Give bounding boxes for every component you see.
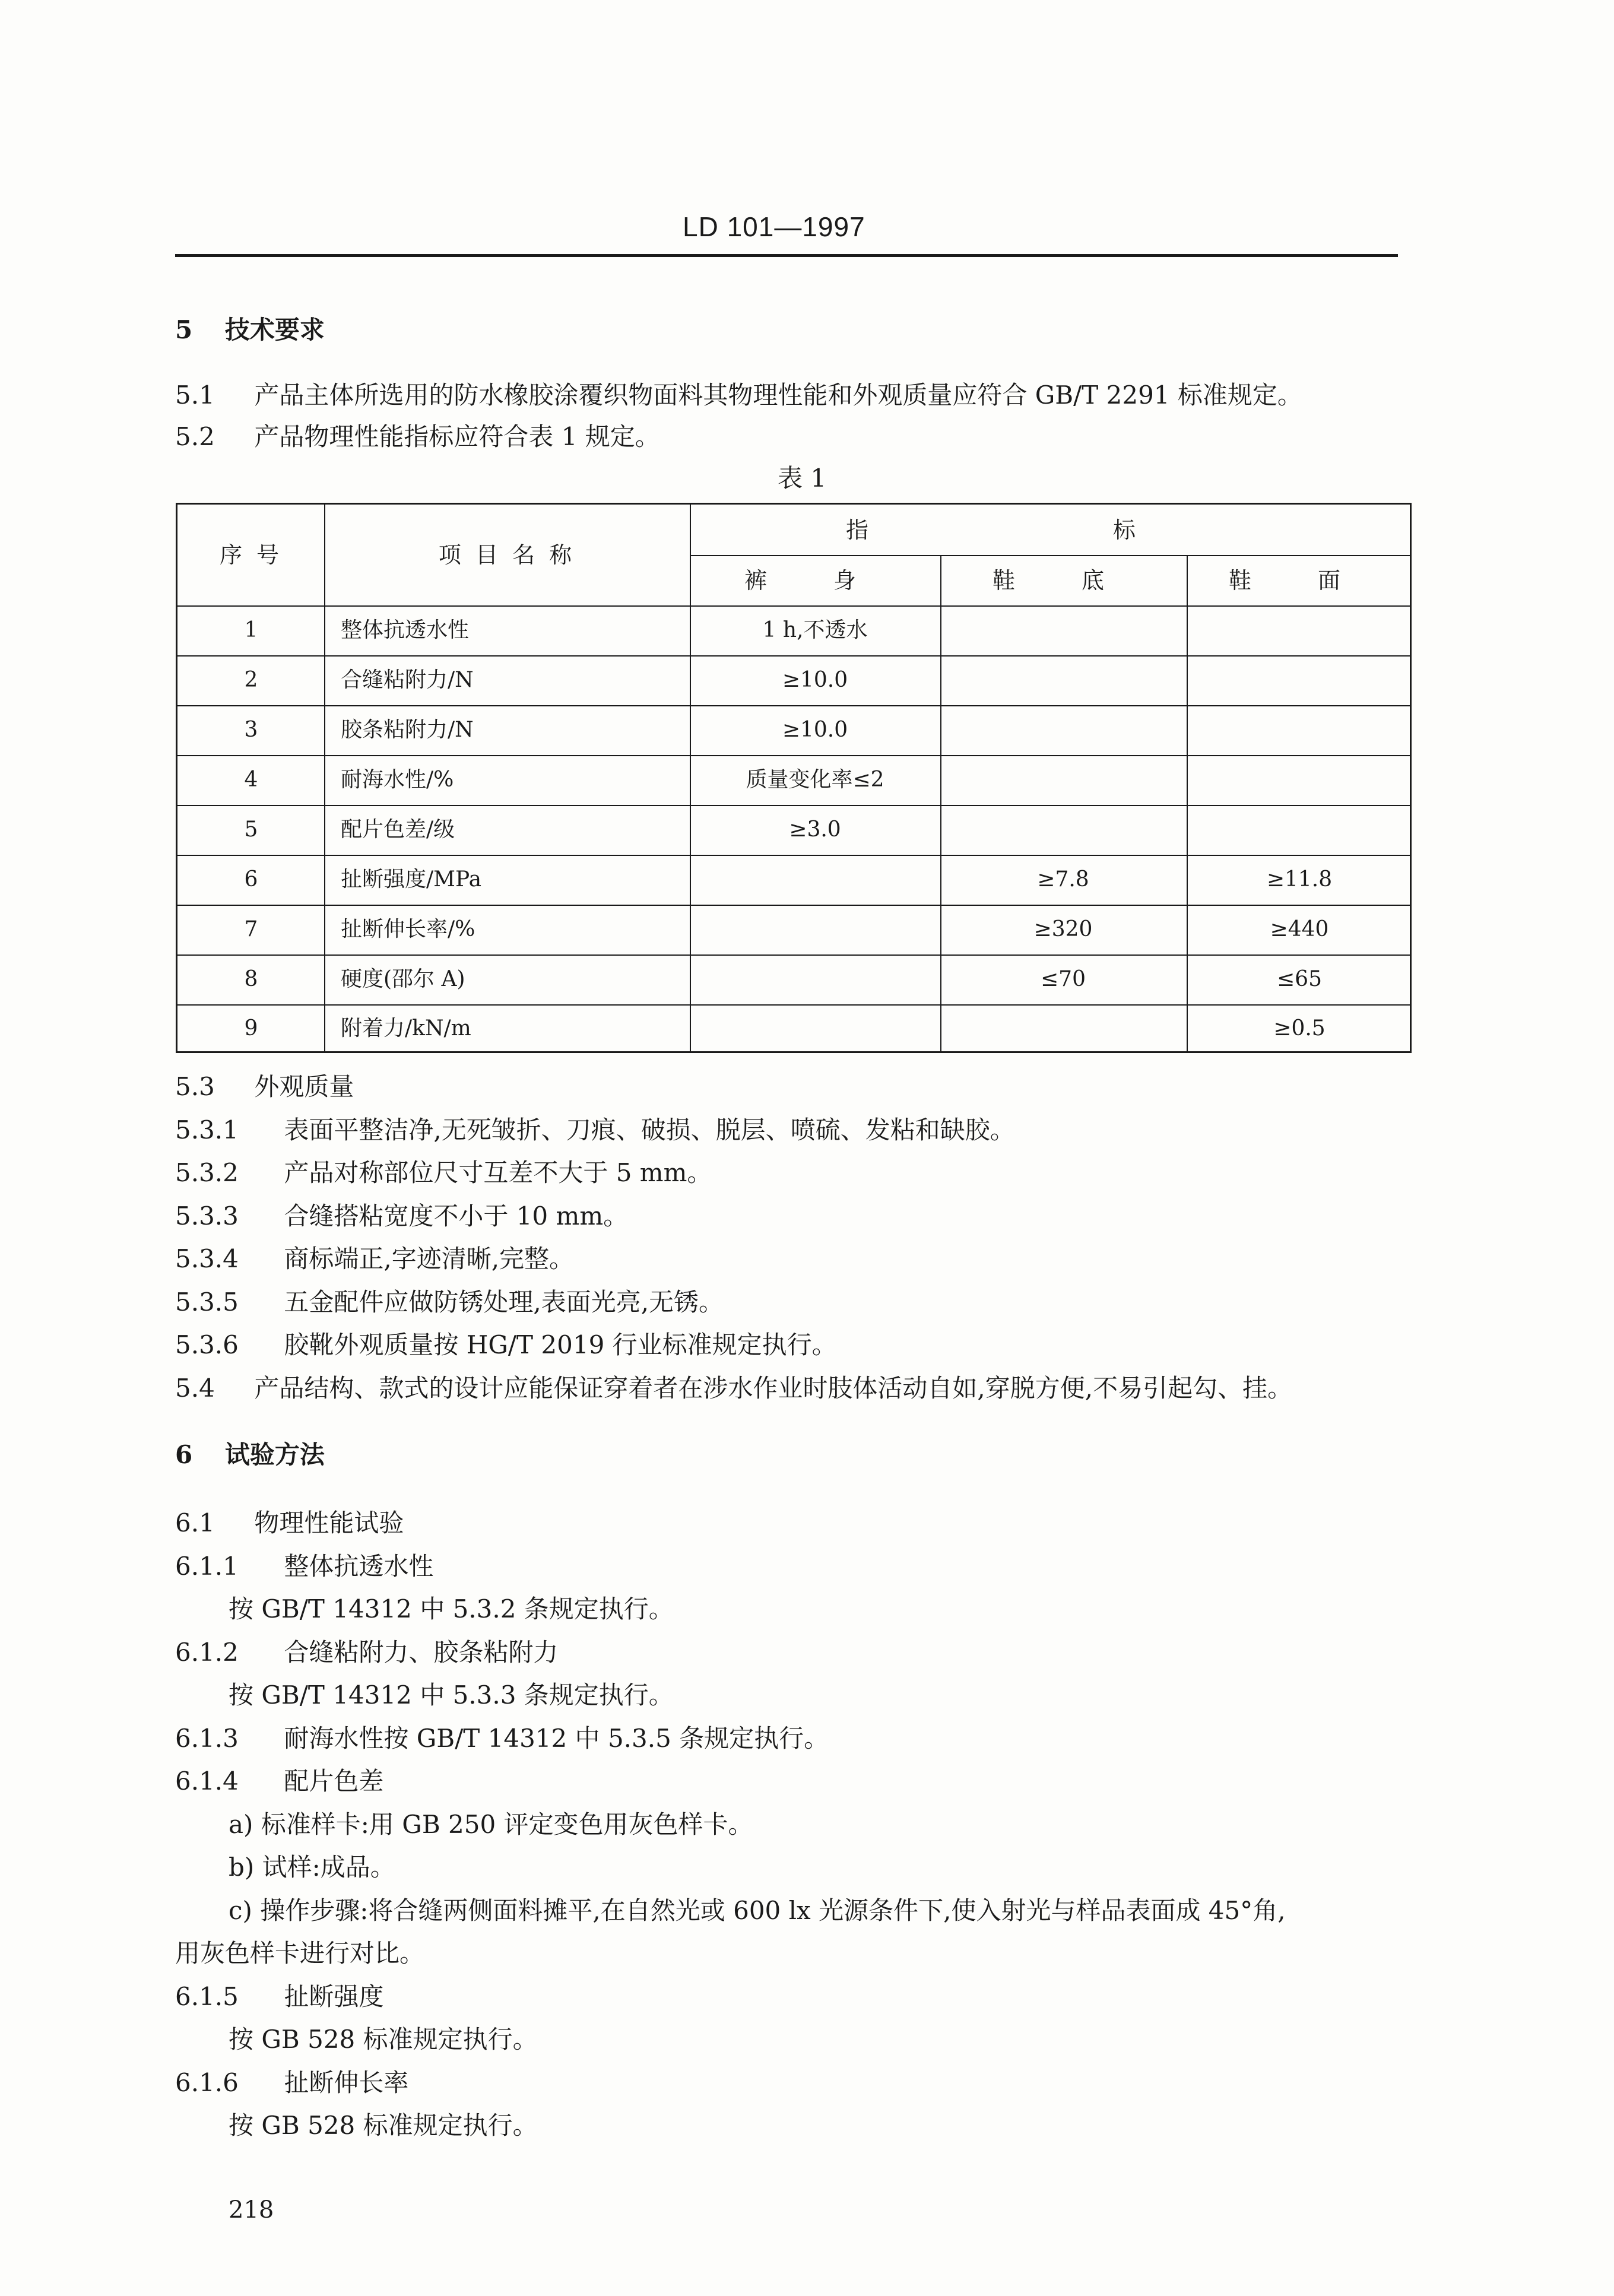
section-title: 试验方法	[224, 1440, 325, 1469]
clause-number: 5.2	[175, 422, 215, 451]
clause-text: 合缝粘附力、胶条粘附力	[284, 1638, 559, 1667]
clause-text: 物理性能试验	[254, 1508, 404, 1537]
cell-item: 整体抗透水性	[341, 618, 470, 642]
section-title: 技术要求	[224, 315, 325, 344]
clause-6-1-4-c-cont: 用灰色样卡进行对比。	[175, 1939, 425, 1968]
cell-trousers: ≥10.0	[782, 718, 848, 742]
clause-6-1-4-b: b) 试样:成品。	[229, 1853, 395, 1882]
table-caption: 表 1	[778, 464, 827, 493]
table-vline	[1187, 555, 1188, 1053]
table-hline	[177, 1004, 1410, 1006]
cell-item: 胶条粘附力/N	[341, 718, 474, 742]
clause-text: 产品对称部位尺寸互差不大于 5 mm。	[284, 1158, 712, 1187]
cell-sole: ≤70	[1041, 967, 1086, 991]
clause-text: 表面平整洁净,无死皱折、刀痕、破损、脱层、喷硫、发粘和缺胶。	[284, 1115, 1015, 1144]
section-6-heading	[175, 1442, 325, 1467]
clause-number: 6.1.4	[175, 1767, 239, 1796]
cell-upper: ≤65	[1277, 967, 1322, 991]
clause-text: 外观质量	[254, 1072, 354, 1101]
header-trousers: 裤 身	[744, 567, 886, 594]
table-vline	[940, 555, 941, 1053]
header-indicator: 指 标	[845, 517, 1255, 543]
cell-item: 扯断强度/MPa	[341, 867, 482, 892]
clause-text: 整体抗透水性	[284, 1552, 434, 1581]
clause-number: 5.3	[175, 1072, 215, 1101]
clause-5-3-1	[175, 1115, 1015, 1144]
clause-number: 6.1	[175, 1508, 215, 1537]
page-number: 218	[229, 2196, 274, 2224]
clause-number: 5.3.3	[175, 1201, 239, 1231]
clause-5-3-4	[175, 1244, 575, 1273]
cell-item: 硬度(邵尔 A)	[341, 967, 465, 991]
cell-trousers: ≥3.0	[789, 817, 841, 842]
table-hline	[690, 555, 1412, 556]
clause-text: 产品物理性能指标应符合表 1 规定。	[254, 422, 660, 451]
table-hline	[177, 805, 1410, 806]
clause-6-1-6-body: 按 GB 528 标准规定执行。	[229, 2111, 538, 2140]
clause-6-1-2	[175, 1640, 558, 1665]
cell-item: 附着力/kN/m	[341, 1016, 471, 1041]
clause-number: 5.1	[175, 380, 215, 410]
table-hline	[177, 905, 1410, 906]
clause-5-4	[175, 1376, 1292, 1401]
clause-5-3	[175, 1074, 354, 1099]
clause-6-1-4	[175, 1769, 383, 1794]
cell-upper: ≥0.5	[1273, 1016, 1326, 1041]
clause-text: 配片色差	[284, 1767, 384, 1796]
cell-no: 7	[244, 917, 258, 941]
header-rule	[175, 254, 1398, 257]
cell-trousers: ≥10.0	[782, 668, 848, 692]
clause-6-1-1-body: 按 GB/T 14312 中 5.3.2 条规定执行。	[229, 1594, 674, 1623]
cell-trousers: 质量变化率≤2	[746, 768, 884, 792]
cell-item: 耐海水性/%	[341, 768, 454, 792]
clause-5-2	[175, 424, 660, 449]
header-upper: 鞋 面	[1228, 567, 1371, 594]
cell-no: 4	[244, 768, 258, 792]
clause-text: 合缝搭粘宽度不小于 10 mm。	[284, 1201, 629, 1231]
clause-text: 商标端正,字迹清晰,完整。	[284, 1244, 575, 1273]
spec-table	[176, 503, 1412, 1053]
clause-6-1-1	[175, 1554, 433, 1579]
clause-text: 五金配件应做防锈处理,表面光亮,无锈。	[284, 1287, 724, 1317]
clause-number: 6.1.1	[175, 1552, 239, 1581]
clause-number: 6.1.3	[175, 1724, 239, 1753]
clause-number: 6.1.6	[175, 2068, 239, 2097]
cell-no: 8	[244, 967, 258, 991]
clause-6-1-4-a: a) 标准样卡:用 GB 250 评定变色用灰色样卡。	[229, 1810, 753, 1839]
cell-no: 2	[244, 668, 258, 692]
table-vline	[690, 505, 691, 1051]
cell-trousers: 1 h,不透水	[762, 618, 868, 642]
clause-6-1-5-body: 按 GB 528 标准规定执行。	[229, 2025, 538, 2054]
clause-5-3-3	[175, 1201, 629, 1231]
clause-number: 5.4	[175, 1374, 215, 1403]
clause-text: 耐海水性按 GB/T 14312 中 5.3.5 条规定执行。	[284, 1724, 829, 1753]
clause-number: 5.3.6	[175, 1330, 239, 1359]
clause-text: 产品结构、款式的设计应能保证穿着者在涉水作业时肢体活动自如,穿脱方便,不易引起勾、挂。	[254, 1374, 1293, 1403]
table-hline	[177, 755, 1410, 756]
clause-6-1-2-body: 按 GB/T 14312 中 5.3.3 条规定执行。	[229, 1680, 674, 1710]
clause-text: 扯断伸长率	[284, 2068, 409, 2097]
clause-6-1-4-c: c) 操作步骤:将合缝两侧面料摊平,在自然光或 600 lx 光源条件下,使入射光与样品表面成 45°角,	[229, 1896, 1286, 1925]
section-number: 6	[175, 1440, 193, 1469]
clause-number: 5.3.1	[175, 1115, 239, 1144]
section-5-heading	[175, 315, 325, 344]
cell-no: 5	[244, 817, 258, 842]
clause-5-1	[175, 380, 1302, 410]
header-sole: 鞋 底	[992, 567, 1134, 594]
cell-item: 配片色差/级	[341, 817, 455, 842]
clause-6-1	[175, 1508, 404, 1537]
header-item: 项 目 名 称	[438, 542, 576, 568]
clause-6-1-3	[175, 1726, 829, 1751]
section-number: 5	[175, 315, 193, 344]
cell-sole: ≥320	[1033, 917, 1093, 941]
clause-number: 5.3.5	[175, 1287, 239, 1317]
cell-sole: ≥7.8	[1037, 867, 1089, 892]
cell-upper: ≥11.8	[1266, 867, 1333, 892]
clause-6-1-5	[175, 1984, 383, 2009]
cell-no: 1	[244, 618, 258, 642]
clause-5-3-2	[175, 1160, 712, 1185]
cell-item: 合缝粘附力/N	[341, 668, 474, 692]
clause-number: 6.1.2	[175, 1638, 239, 1667]
clause-6-1-6	[175, 2070, 408, 2095]
table-hline	[177, 954, 1410, 956]
cell-item: 扯断伸长率/%	[341, 917, 475, 941]
table-hline	[177, 655, 1410, 657]
cell-no: 9	[244, 1016, 258, 1041]
clause-5-3-6	[175, 1330, 837, 1359]
clause-number: 5.3.4	[175, 1244, 239, 1273]
cell-upper: ≥440	[1270, 917, 1329, 941]
table-hline	[177, 855, 1410, 856]
clause-number: 5.3.2	[175, 1158, 239, 1187]
table-hline	[177, 605, 1410, 607]
header-serial: 序 号	[219, 542, 283, 568]
clause-number: 6.1.5	[175, 1982, 239, 2011]
clause-text: 扯断强度	[284, 1982, 384, 2011]
clause-5-3-5	[175, 1287, 724, 1317]
table-vline	[324, 505, 325, 1051]
clause-text: 产品主体所选用的防水橡胶涂覆织物面料其物理性能和外观质量应符合 GB/T 2291 标准规定。	[254, 380, 1302, 410]
cell-no: 3	[244, 718, 258, 742]
cell-no: 6	[244, 867, 258, 892]
standard-code: LD 101—1997	[683, 211, 865, 242]
table-hline	[177, 705, 1410, 706]
clause-text: 胶靴外观质量按 HG/T 2019 行业标准规定执行。	[284, 1330, 837, 1359]
